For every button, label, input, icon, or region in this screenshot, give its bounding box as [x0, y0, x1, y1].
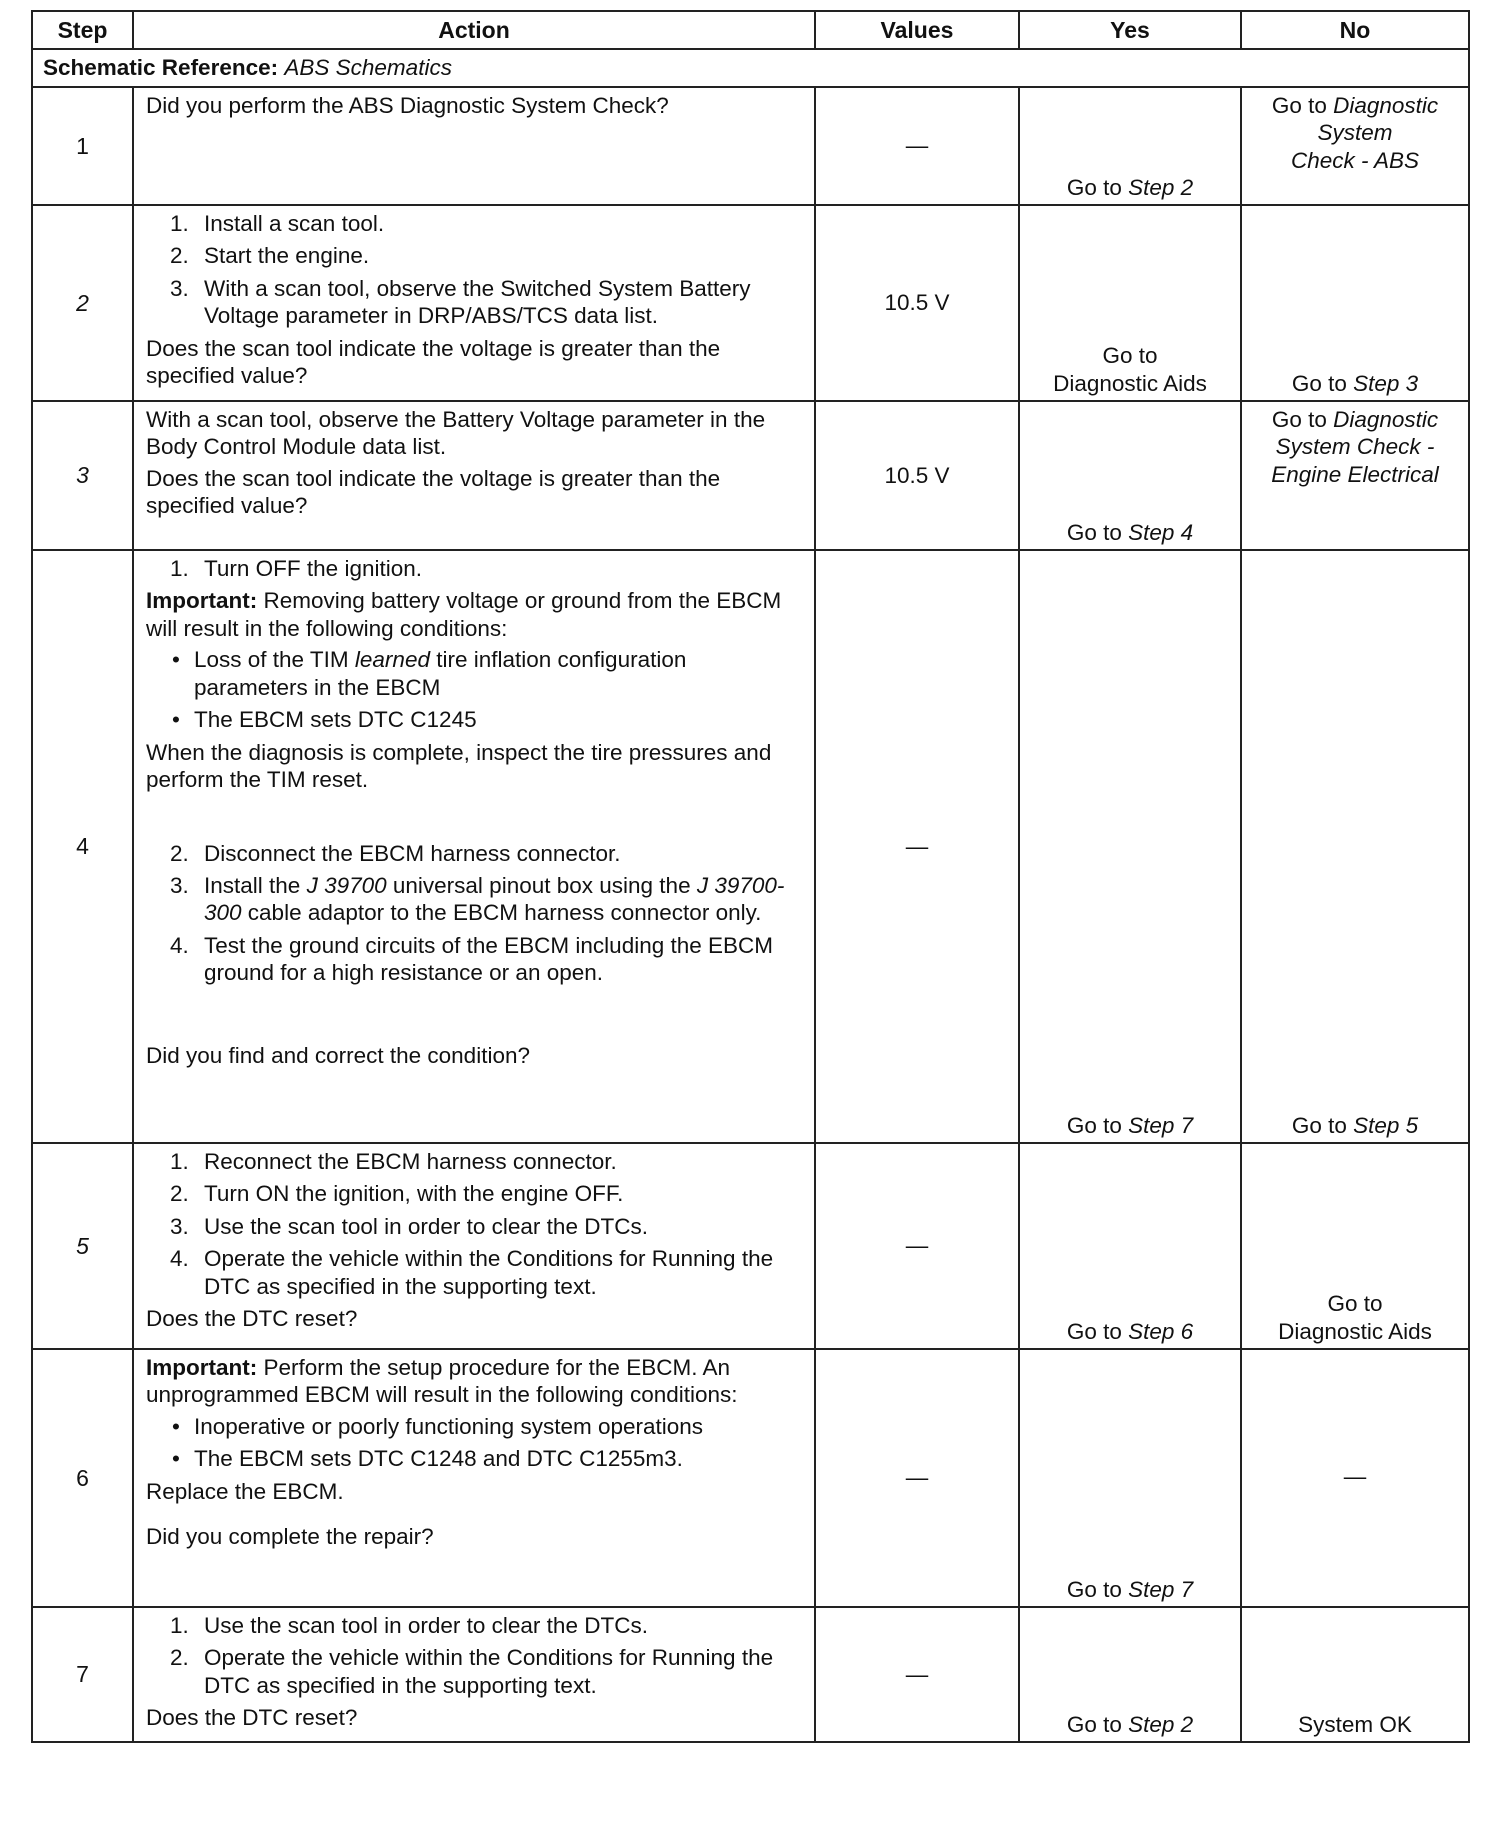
step-number: 3 [32, 401, 133, 550]
no-cell: Go to Diagnostic System Check - Engine Electrical [1241, 401, 1469, 550]
list-item: • Loss of the TIM learned tire inflation configuration parameters in the EBCM [172, 647, 687, 700]
header-action: Action [133, 11, 815, 49]
schematic-reference [32, 49, 1469, 87]
action-text: With a scan tool, observe the Battery Voltage parameter in the Body Control Module data list. [146, 407, 766, 460]
action-steps [146, 210, 804, 330]
value-cell: — [815, 1143, 1019, 1349]
schematic-reference-link[interactable]: ABS Schematics [284, 55, 452, 81]
yes-link[interactable]: Step 4 [1128, 519, 1194, 545]
action-cell [133, 205, 815, 401]
action-steps [146, 555, 804, 582]
header-yes: Yes [1019, 11, 1241, 49]
step-row-6 [32, 1349, 1469, 1607]
action-text: Did you perform the ABS Diagnostic System Check? [146, 93, 669, 118]
tool-link[interactable]: J 39700-300 [204, 872, 785, 926]
yes-link[interactable]: Step 7 [1128, 1112, 1194, 1138]
list-item: 2. Start the engine. [170, 243, 370, 269]
action-question: Does the DTC reset? [146, 1705, 358, 1731]
yes-link[interactable]: Step 2 [1128, 1711, 1194, 1737]
value-cell: — [815, 550, 1019, 1143]
list-item: • The EBCM sets DTC C1245 [172, 707, 477, 733]
yes-cell: Go to Step 4 [1019, 401, 1241, 550]
yes-cell: Go to Step 7 [1019, 1349, 1241, 1607]
no-cell: — [1241, 1349, 1469, 1607]
important-note: Important: Perform the setup procedure for the EBCM. An unprogrammed EBCM will result in the following conditions: [146, 1355, 738, 1408]
action-steps-continued [146, 840, 804, 987]
action-text: Replace the EBCM. [146, 1478, 344, 1504]
schematic-reference-row [32, 49, 1469, 87]
step-row-5 [32, 1143, 1469, 1349]
step-number: 2 [32, 205, 133, 401]
value-cell: — [815, 1349, 1019, 1607]
action-cell [133, 401, 815, 550]
action-question: Does the scan tool indicate the voltage is greater than the specified value? [146, 335, 721, 389]
step-row-1 [32, 87, 1469, 205]
list-item: 1. Use the scan tool in order to clear the DTCs. [170, 1613, 648, 1638]
yes-cell: Go to Step 7 [1019, 550, 1241, 1143]
action-cell [133, 550, 815, 1143]
list-item: 3. With a scan tool, observe the Switched System Battery Voltage parameter in DRP/ABS/TCS data list. [170, 275, 751, 329]
step-row-3 [32, 401, 1469, 550]
list-item: 2. Operate the vehicle within the Conditions for Running the DTC as specified in the supporting text. [170, 1645, 774, 1698]
list-item: 4. Operate the vehicle within the Conditions for Running the DTC as specified in the supporting text. [170, 1246, 774, 1299]
list-item: • The EBCM sets DTC C1248 and DTC C1255m3. [172, 1446, 683, 1472]
header-step: Step [32, 11, 133, 49]
step-row-4 [32, 550, 1469, 1143]
conditions-list [146, 1413, 804, 1473]
no-link[interactable]: Diagnostic Aids [1278, 1318, 1432, 1344]
list-item: • Inoperative or poorly functioning system operations [172, 1413, 704, 1439]
no-cell: Go to Diagnostic System Check - ABS [1241, 87, 1469, 205]
value-cell: — [815, 87, 1019, 205]
action-note: When the diagnosis is complete, inspect the tire pressures and perform the TIM reset. [146, 739, 772, 793]
list-item: 3. Install the J 39700 universal pinout box using the J 39700-300 cable adaptor to the EBCM harness connector only. [170, 872, 785, 926]
value-cell: 10.5 V [815, 401, 1019, 550]
value-cell: 10.5 V [815, 205, 1019, 401]
action-steps [146, 1612, 804, 1699]
action-cell [133, 1143, 815, 1349]
yes-cell: Go to Diagnostic Aids [1019, 205, 1241, 401]
yes-link[interactable]: Diagnostic Aids [1053, 370, 1207, 396]
header-no: No [1241, 11, 1469, 49]
conditions-list [146, 646, 804, 733]
action-question: Does the DTC reset? [146, 1306, 358, 1332]
no-cell: Go to Step 5 [1241, 550, 1469, 1143]
list-item: 1. Turn OFF the ignition. [170, 556, 423, 581]
no-cell: Go to Diagnostic Aids [1241, 1143, 1469, 1349]
step-number: 4 [32, 550, 133, 1143]
step-number: 5 [32, 1143, 133, 1349]
list-item: 1. Reconnect the EBCM harness connector. [170, 1149, 617, 1174]
no-link[interactable]: Step 5 [1353, 1112, 1419, 1138]
important-note: Important: Removing battery voltage or ground from the EBCM will result in the following conditions: [146, 588, 782, 641]
yes-link[interactable]: Step 6 [1128, 1318, 1194, 1344]
action-steps [146, 1148, 804, 1300]
list-item: 1. Install a scan tool. [170, 211, 385, 236]
step-row-2 [32, 205, 1469, 401]
action-question: Did you find and correct the condition? [146, 1042, 530, 1068]
step-number: 1 [32, 87, 133, 205]
list-item: 4. Test the ground circuits of the EBCM including the EBCM ground for a high resistance or an open. [170, 932, 774, 986]
no-cell: System OK [1241, 1607, 1469, 1742]
action-question: Did you complete the repair? [146, 1524, 434, 1550]
action-cell [133, 1607, 815, 1742]
no-cell: Go to Step 3 [1241, 205, 1469, 401]
header-row [32, 11, 1469, 49]
list-item: 2. Turn ON the ignition, with the engine OFF. [170, 1181, 624, 1207]
yes-cell: Go to Step 2 [1019, 1607, 1241, 1742]
step-number: 7 [32, 1607, 133, 1742]
yes-cell: Go to Step 6 [1019, 1143, 1241, 1349]
diagnostic-table [31, 10, 1470, 1743]
no-link[interactable]: Diagnostic [1333, 407, 1439, 432]
list-item: 2. Disconnect the EBCM harness connector. [170, 840, 621, 866]
schematic-reference-label: Schematic Reference: [43, 55, 279, 81]
yes-link[interactable]: Step 7 [1128, 1576, 1194, 1602]
action-question: Does the scan tool indicate the voltage is greater than the specified value? [146, 465, 721, 519]
yes-cell: Go to Step 2 [1019, 87, 1241, 205]
header-values: Values [815, 11, 1019, 49]
action-cell [133, 87, 815, 205]
action-cell [133, 1349, 815, 1607]
tool-link[interactable]: J 39700 [306, 872, 387, 898]
list-item: 3. Use the scan tool in order to clear the DTCs. [170, 1213, 648, 1239]
step-row-7 [32, 1607, 1469, 1742]
no-link[interactable]: Diagnostic [1333, 93, 1439, 118]
step-number: 6 [32, 1349, 133, 1607]
no-link[interactable]: Step 3 [1353, 370, 1419, 396]
yes-link[interactable]: Step 2 [1128, 174, 1194, 200]
value-cell: — [815, 1607, 1019, 1742]
